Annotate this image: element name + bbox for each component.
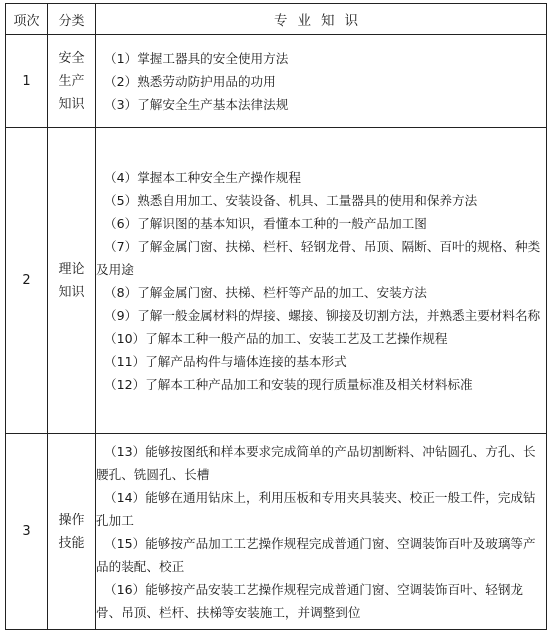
row-index: 1 bbox=[6, 35, 48, 128]
knowledge-item: （10）了解本工种一般产品的加工、安装工艺及工艺操作规程 bbox=[104, 330, 448, 346]
knowledge-item: （13）能够按图纸和样本要求完成简单的产品切割断料、冲钻圆孔、方孔、长腰孔、铣圆孔、长槽 bbox=[96, 443, 536, 482]
knowledge-item: （15）能够按产品加工工艺操作规程完成普通门窗、空调装饰百叶及玻璃等产品的装配、校正 bbox=[96, 535, 536, 574]
category-line: 技能 bbox=[58, 535, 85, 551]
table-header-row bbox=[6, 4, 547, 35]
knowledge-item: （1）掌握工器具的安全使用方法 bbox=[104, 50, 289, 66]
category-line: 理论 bbox=[58, 261, 85, 277]
knowledge-item: （9）了解一般金属材料的焊接、螺接、铆接及切割方法，并熟悉主要材料名称 bbox=[104, 307, 541, 323]
knowledge-item: （2）熟悉劳动防护用品的功用 bbox=[104, 73, 276, 89]
row-category bbox=[48, 434, 96, 630]
table-row bbox=[6, 35, 547, 128]
knowledge-item: （7）了解金属门窗、扶梯、栏杆、轻钢龙骨、吊顶、隔断、百叶的规格、种类及用途 bbox=[96, 238, 541, 277]
knowledge-item: （16）能够按产品安装工艺操作规程完成普通门窗、空调装饰百叶、轻钢龙骨、吊顶、栏杆、扶梯等安装施工，并调整到位 bbox=[96, 581, 524, 620]
row-knowledge bbox=[96, 434, 547, 630]
table-row bbox=[6, 128, 547, 434]
row-knowledge bbox=[96, 35, 547, 128]
knowledge-item: （3）了解安全生产基本法律法规 bbox=[104, 96, 289, 112]
row-knowledge bbox=[96, 128, 547, 434]
header-category: 分类 bbox=[48, 4, 96, 35]
category-line: 知识 bbox=[58, 96, 85, 112]
row-index: 2 bbox=[6, 128, 48, 434]
row-index: 3 bbox=[6, 434, 48, 630]
knowledge-item: （12）了解本工种产品加工和安装的现行质量标准及相关材料标准 bbox=[104, 376, 473, 392]
knowledge-item: （8）了解金属门窗、扶梯、栏杆等产品的加工、安装方法 bbox=[104, 284, 427, 300]
knowledge-item: （14）能够在通用钻床上，利用压板和专用夹具装夹、校正一般工件，完成钻孔加工 bbox=[96, 489, 536, 528]
category-line: 知识 bbox=[58, 284, 85, 300]
table-row bbox=[6, 434, 547, 630]
header-knowledge: 专业知识 bbox=[96, 4, 547, 35]
row-category bbox=[48, 128, 96, 434]
header-index: 项次 bbox=[6, 4, 48, 35]
knowledge-item: （6）了解识图的基本知识，看懂本工种的一般产品加工图 bbox=[104, 215, 427, 231]
category-line: 操作 bbox=[58, 512, 85, 528]
row-category bbox=[48, 35, 96, 128]
category-line: 安全 bbox=[58, 50, 85, 66]
knowledge-item: （5）熟悉自用加工、安装设备、机具、工量器具的使用和保养方法 bbox=[104, 192, 478, 208]
knowledge-item: （4）掌握本工种安全生产操作规程 bbox=[104, 169, 301, 185]
knowledge-table bbox=[5, 3, 547, 630]
knowledge-item: （11）了解产品构件与墙体连接的基本形式 bbox=[104, 353, 347, 369]
category-line: 生产 bbox=[58, 73, 85, 89]
